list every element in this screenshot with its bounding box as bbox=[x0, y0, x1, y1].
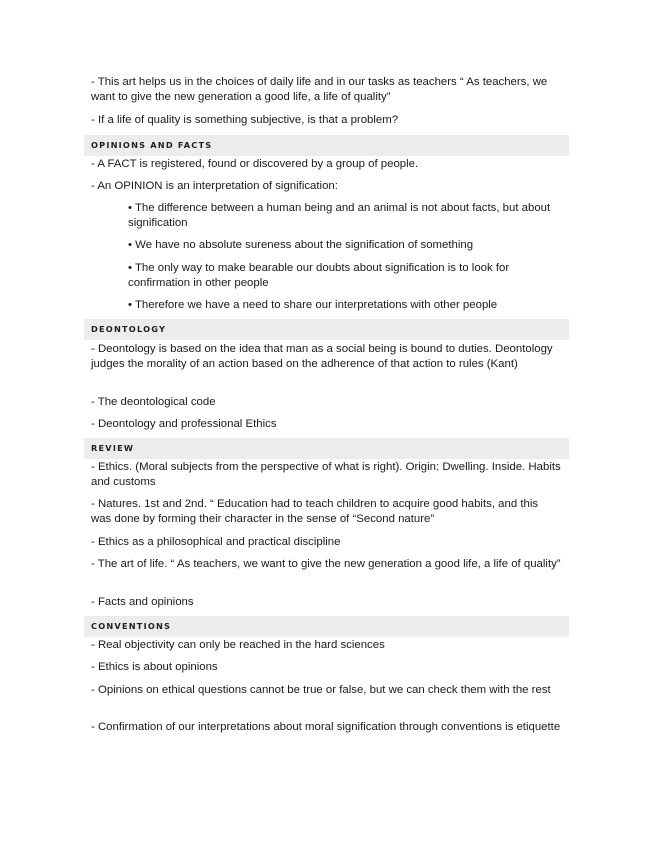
opinions-bullet-1: • The difference between a human being and an animal is not about facts, but about signification bbox=[128, 202, 551, 229]
intro-paragraph-1: - This art helps us in the choices of daily life and in our tasks as teachers “ As teachers, we want to give the new generation a good life, a life of quality” bbox=[91, 76, 548, 103]
section-heading-opinions-facts bbox=[84, 135, 569, 156]
conventions-paragraph-1: - Real objectivity can only be reached in the hard sciences bbox=[91, 639, 385, 651]
intro-paragraph-2: - If a life of quality is something subjective, is that a problem? bbox=[91, 114, 399, 126]
opinions-bullet-3: • The only way to make bearable our doubts about signification is to look for confirmation in other people bbox=[128, 262, 510, 289]
opinions-bullet-4: • Therefore we have a need to share our interpretations with other people bbox=[128, 299, 498, 311]
review-paragraph-1: - Ethics. (Moral subjects from the perspective of what is right). Origin: Dwelling. Inside. Habits and customs bbox=[91, 461, 561, 488]
section-heading-label: DEONTOLOGY bbox=[91, 324, 167, 334]
conventions-paragraph-2: - Ethics is about opinions bbox=[91, 661, 218, 673]
conventions-paragraph-4: - Confirmation of our interpretations about moral signification through conventions is etiquette bbox=[91, 721, 561, 733]
deontology-paragraph-2: - The deontological code bbox=[91, 396, 216, 408]
conventions-paragraph-3: - Opinions on ethical questions cannot be true or false, but we can check them with the rest bbox=[91, 684, 551, 696]
opinions-bullet-2: • We have no absolute sureness about the signification of something bbox=[128, 239, 474, 251]
deontology-paragraph-1: - Deontology is based on the idea that man as a social being is bound to duties. Deontology judges the morality of an action based on the adherence of that action to rules (Kant) bbox=[91, 343, 553, 370]
deontology-paragraph-3: - Deontology and professional Ethics bbox=[91, 418, 277, 430]
review-paragraph-4: - The art of life. “ As teachers, we want to give the new generation a good life, a life of quality” bbox=[91, 558, 561, 570]
section-heading-label: CONVENTIONS bbox=[91, 621, 172, 631]
opinions-paragraph-1: - A FACT is registered, found or discovered by a group of people. bbox=[91, 158, 419, 170]
section-heading-conventions bbox=[84, 616, 569, 637]
section-heading-label: OPINIONS AND FACTS bbox=[91, 140, 213, 150]
section-heading-deontology bbox=[84, 319, 569, 340]
review-paragraph-5: - Facts and opinions bbox=[91, 596, 194, 608]
review-paragraph-3: - Ethics as a philosophical and practical discipline bbox=[91, 536, 341, 548]
review-paragraph-2: - Natures. 1st and 2nd. “ Education had to teach children to acquire good habits, and this was done by forming their character in the sense of “Second nature” bbox=[91, 498, 539, 525]
section-heading-label: REVIEW bbox=[91, 443, 135, 453]
opinions-paragraph-2: - An OPINION is an interpretation of signification: bbox=[91, 180, 338, 192]
section-heading-review bbox=[84, 438, 569, 459]
